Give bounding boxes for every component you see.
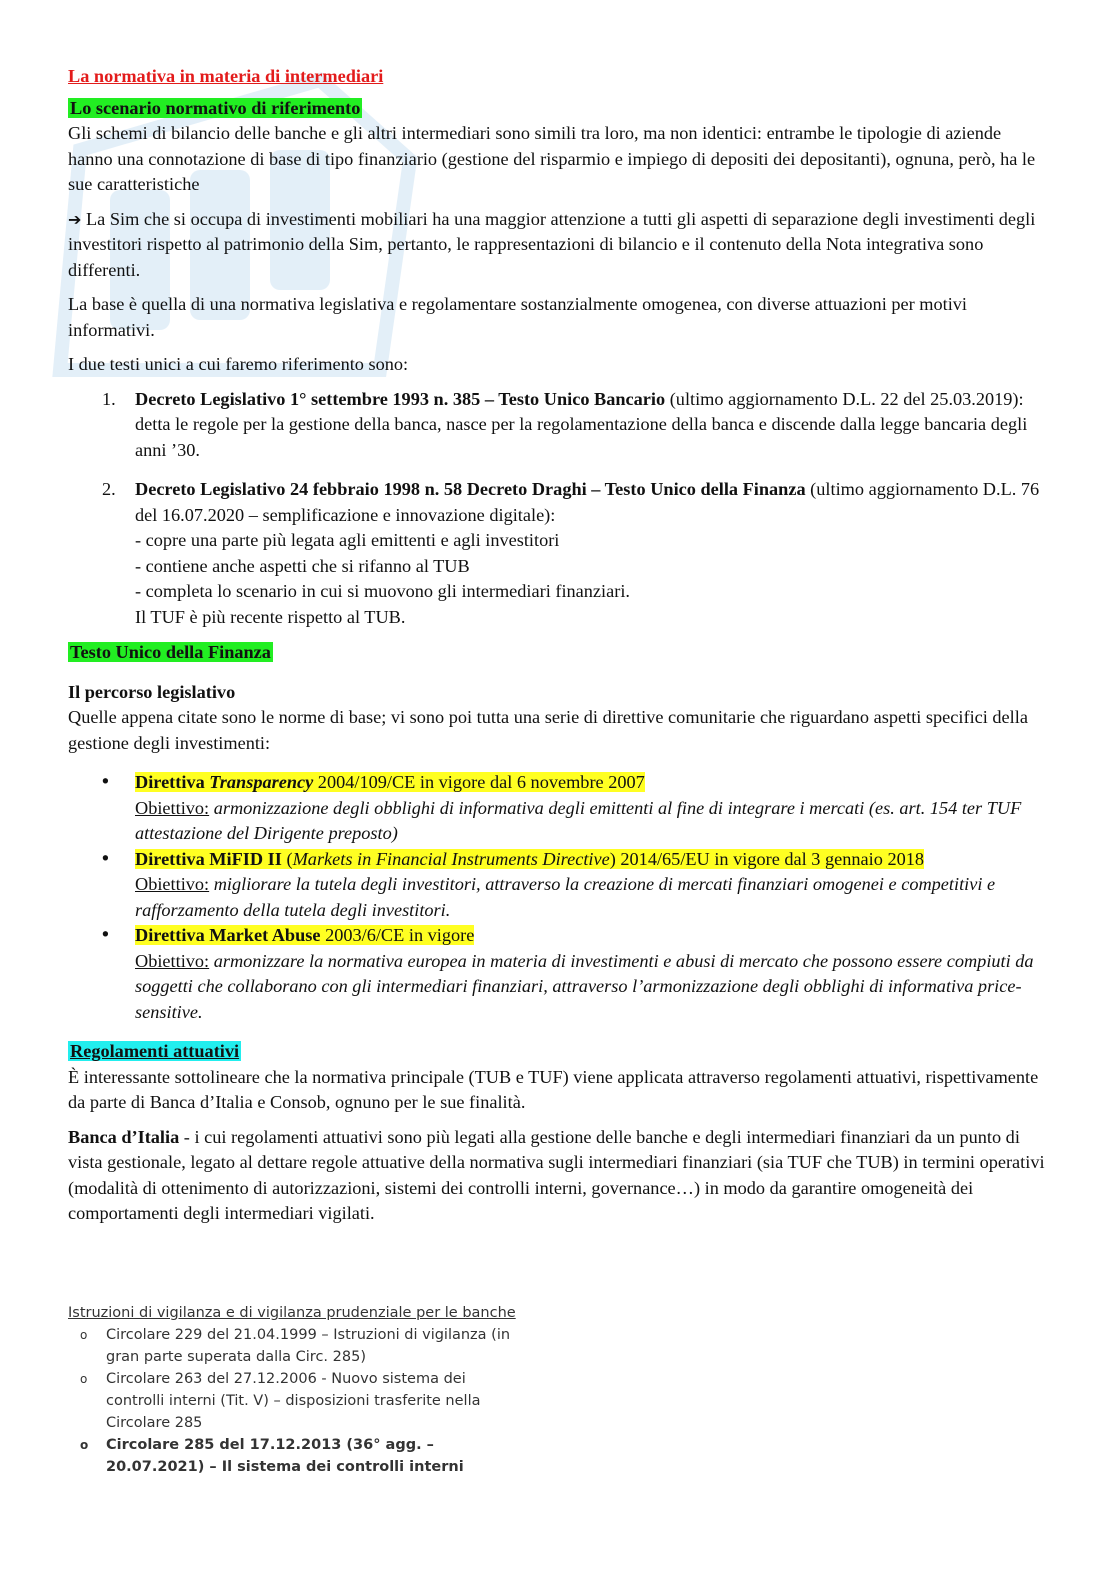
list-item-market-abuse — [68, 923, 1048, 1025]
document-title: La normativa in materia di intermediari — [68, 66, 384, 86]
list-item-mifid — [68, 847, 1048, 924]
circolari-list — [68, 1324, 528, 1478]
list-number: 1. — [102, 388, 116, 409]
arrow-icon: ➔ — [68, 209, 82, 229]
circolare-item — [68, 1368, 528, 1434]
bullet-icon: • — [100, 925, 111, 946]
list-item-tub — [68, 387, 1048, 464]
list-item-transparency — [68, 770, 1048, 847]
laws-list — [68, 387, 1048, 631]
objective-text: armonizzare la normativa europea in materia di investimenti e abusi di mercato che possono essere compiuti da soggetti che collaborano con gli intermediari finanziari, attraverso l’armonizzazione degli obblighi di informativa price- sensitive. — [135, 950, 1034, 1022]
tuf-line: Il TUF è più recente rispetto al TUB. — [135, 606, 406, 627]
law-title-tub: Decreto Legislativo 1° settembre 1993 n. 385 – Testo Unico Bancario — [135, 388, 666, 409]
directive-detail: ) 2014/65/EU in vigore dal 3 gennaio 2018 — [609, 848, 925, 869]
paren: ( — [281, 848, 293, 869]
section-heading-tuf: Testo Unico della Finanza — [70, 642, 271, 662]
objective-text: armonizzazione degli obblighi di informativa degli emittenti al fine di integrare i mercati (es. art. 154 ter TUF attestazione del Dirigente preposto) — [135, 797, 1022, 843]
circle-bullet-icon: o — [80, 1438, 89, 1452]
document-page — [68, 64, 1048, 1236]
paragraph-testi-unici: I due testi unici a cui faremo riferimento sono: — [68, 354, 409, 374]
directive-name: Direttiva MiFID II — [135, 848, 282, 869]
paragraph-direttive-intro: Quelle appena citate sono le norme di base; vi sono poi tutta una serie di direttive comunitarie che riguardano aspetti specifici della gestione degli investimenti: — [68, 707, 1028, 753]
circolari-clip — [68, 1302, 528, 1478]
circolare-item — [68, 1324, 528, 1368]
list-number: 2. — [102, 479, 116, 499]
tuf-line: - completa lo scenario in cui si muovono gli intermediari finanziari. — [135, 581, 630, 601]
tuf-line: - copre una parte più legata agli emittenti e agli investitori — [135, 530, 560, 550]
paragraph-base: La base è quella di una normativa legislativa e regolamentare sostanzialmente omogenea, con diverse attuazioni per motivi informativi. — [68, 294, 967, 340]
directive-name-italic: Markets in Financial Instruments Directive — [292, 848, 610, 869]
circle-bullet-icon: o — [80, 1328, 88, 1342]
banca-italia-text: - i cui regolamenti attuativi sono più legati alla gestione delle banche e degli intermediari finanziari da un punto di vista gestionale, legato al dettare regole attuative della normativa sugli intermediari finanziari (sia TUF che TUB) in termini operativi (modalità di ottenimento di autorizzazioni, sistemi dei controlli interni, governance…) in modo da garantire omogeneità dei comportamenti degli intermediari vigilati. — [68, 1126, 1045, 1223]
circle-bullet-icon: o — [80, 1372, 88, 1386]
list-item-tuf — [68, 477, 1048, 630]
directive-detail: 2004/109/CE in vigore dal 6 novembre 2007 — [313, 772, 645, 792]
objective-label: Obiettivo: — [135, 874, 210, 894]
circolare-text: Circolare 285 del 17.12.2013 (36° agg. – 20.07.2021) – Il sistema dei controlli interni — [106, 1437, 464, 1475]
circolare-text: Circolare 229 del 21.04.1999 – Istruzioni di vigilanza (in gran parte superata dalla Circ. 285) — [106, 1327, 511, 1365]
objective-label: Obiettivo: — [135, 950, 210, 971]
directive-detail: 2003/6/CE in vigore — [320, 925, 475, 945]
directive-name: Direttiva — [135, 772, 210, 792]
bullet-icon: • — [100, 848, 111, 870]
clip-title: Istruzioni di vigilanza e di vigilanza prudenziale per le banche — [68, 1305, 516, 1321]
paragraph-schemi: Gli schemi di bilancio delle banche e gli altri intermediari sono simili tra loro, ma non identici: entrambe le tipologie di aziende hanno una connotazione di base di tipo finanziario (gestione del risparmio e impiego di depositi dei depositanti), ognuna, però, ha le sue caratteristiche — [68, 123, 1036, 194]
bullet-icon: • — [100, 772, 111, 793]
law-desc-tub: (ultimo aggiornamento D.L. 22 del 25.03.2019): detta le regole per la gestione della banca, nasce per la regolamentazione della banca e discende dalla legge bancaria degli anni ’30. — [135, 388, 1028, 460]
section-heading-regolamenti: Regolamenti attuativi — [70, 1041, 240, 1061]
objective-text: migliorare la tutela degli investitori, attraverso la creazione di mercati finanziari omogenei e competitivi e rafforzamento della tutela degli investitori. — [135, 874, 996, 920]
banca-italia-label: Banca d’Italia — [68, 1126, 180, 1147]
directive-name: Direttiva Market Abuse — [135, 925, 321, 945]
law-title-tuf: Decreto Legislativo 24 febbraio 1998 n. 58 Decreto Draghi – Testo Unico della Finanza — [135, 479, 806, 499]
subheading-percorso: Il percorso legislativo — [68, 681, 236, 702]
objective-label: Obiettivo: — [135, 797, 210, 818]
tuf-line: - contiene anche aspetti che si rifanno al TUB — [135, 555, 470, 576]
directive-name-italic: Transparency — [209, 772, 314, 792]
paragraph-regolamenti: È interessante sottolineare che la normativa principale (TUB e TUF) viene applicata attraverso regolamenti attuativi, rispettivamente da parte di Banca d’Italia e Consob, ognuno per le sue finalità. — [68, 1066, 1039, 1112]
paragraph-sim-text: La Sim che si occupa di investimenti mobiliari ha una maggior attenzione a tutti gli aspetti di separazione degli investimenti degli investitori rispetto al patrimonio della Sim, pertanto, le rappresentazioni di bilancio e il contenuto della Nota integrativa sono differenti. — [68, 208, 1036, 280]
circolare-text: Circolare 263 del 27.12.2006 - Nuovo sistema dei controlli interni (Tit. V) – disposizioni trasferite nella Circolare 285 — [106, 1371, 481, 1431]
section-heading-scenario: Lo scenario normativo di riferimento — [70, 97, 361, 118]
law-desc-tuf: (ultimo aggiornamento D.L. 76 del 16.07.2020 – semplificazione e innovazione digitale): — [135, 479, 1040, 525]
paragraph-banca-italia — [68, 1125, 1048, 1227]
paragraph-sim — [68, 207, 1048, 284]
directives-list — [68, 770, 1048, 1025]
circolare-item — [68, 1434, 528, 1478]
